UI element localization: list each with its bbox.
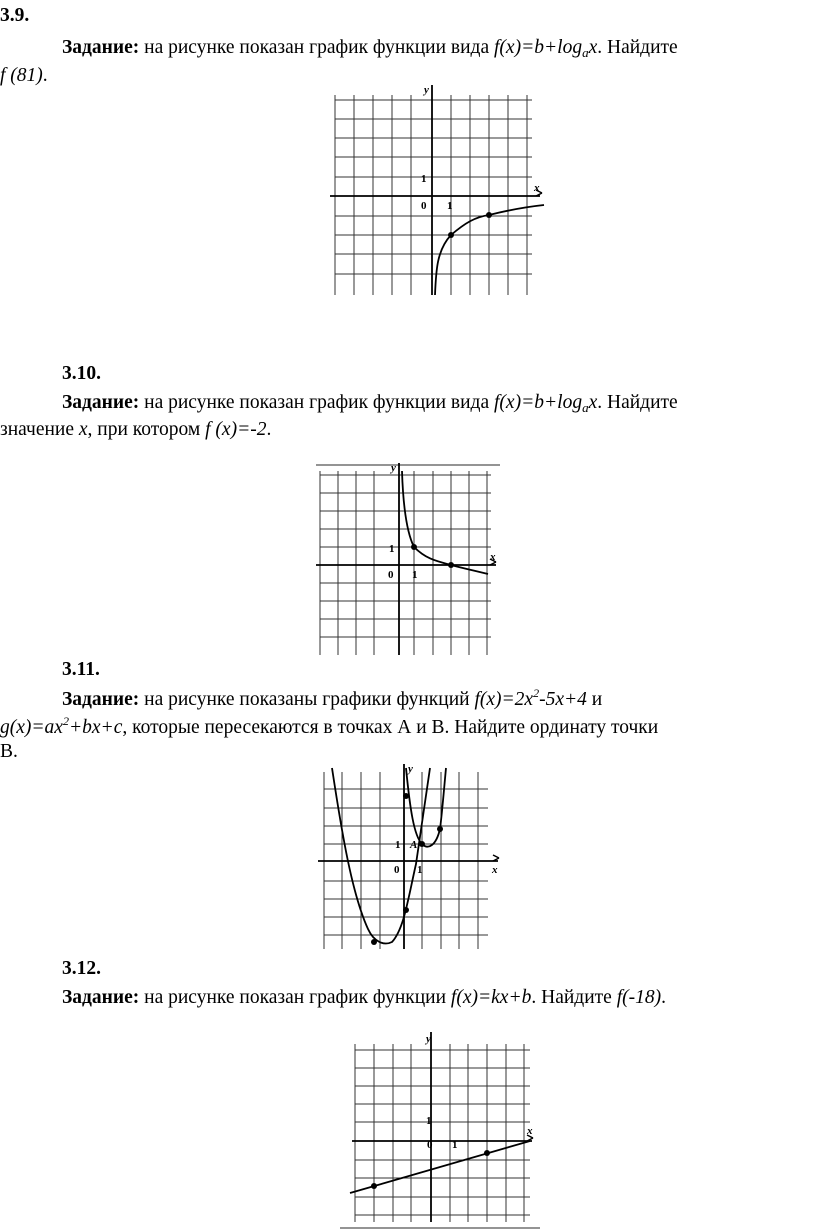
graph-point [448, 562, 454, 568]
formula-g: $g(x)=ax^2+bx+c$ [0, 714, 123, 738]
grid [335, 95, 532, 295]
graph-point [371, 939, 377, 945]
problem-number: 3.12. [62, 958, 101, 979]
one-x-label: 1 [412, 569, 418, 581]
one-y-label: 1 [395, 839, 401, 851]
one-x-label: 1 [452, 1139, 458, 1151]
one-y-label: 1 [389, 543, 395, 555]
origin-label: 0 [421, 200, 427, 212]
problem-number: 3.10. [62, 363, 101, 384]
task-label: Задание: [62, 37, 140, 58]
task-label: Задание: [62, 987, 140, 1008]
y-axis-label: y [391, 462, 396, 474]
parabola-f [406, 768, 446, 847]
y-axis-label: y [408, 763, 413, 775]
task-text: . Найдите [597, 37, 678, 58]
x-axis-label: x [534, 182, 540, 194]
task-line-1 [62, 36, 678, 60]
graph-point [419, 841, 425, 847]
graph-point [371, 1183, 377, 1189]
graph-point [448, 232, 454, 238]
task-line-2: $g(x)=ax^2+bx+c$, которые пересекаются в точках А и В. Найдите ординату точки [0, 714, 659, 738]
point-a-label: A [410, 839, 418, 851]
task-text: на рисунке показан график функции вида [139, 37, 495, 58]
one-y-label: 1 [421, 173, 427, 185]
graph-3-9 [325, 85, 550, 300]
task-label: Задание: [62, 689, 140, 710]
x-axis-label: x [492, 864, 498, 876]
problem-number: 3.9. [0, 5, 30, 26]
log-curve [402, 471, 488, 574]
y-axis-label: y [424, 84, 429, 96]
origin-label: 0 [394, 864, 400, 876]
target-value: f(-18) [616, 987, 662, 1008]
formula: $f(x)=b+\log_ax$ [494, 392, 598, 415]
x-axis-label: x [490, 551, 496, 563]
task-line-1: Задание: на рисунке показаны графики функций $f(x)=2x^2-5x+4$ и [62, 686, 603, 710]
graph-point [411, 544, 417, 550]
grid [355, 1044, 530, 1222]
x-arrow-icon [493, 855, 499, 861]
graph-point [484, 1150, 490, 1156]
graph-3-10 [316, 463, 501, 658]
target-value: f (x)=-2 [205, 419, 267, 440]
graph-point [486, 212, 492, 218]
task-line-1: Задание: на рисунке показан график функции вида $f(x)=b+\log_ax$. Найдите [62, 392, 678, 415]
target-value: f (81) [0, 65, 43, 86]
graph-point [403, 907, 409, 913]
task-line-1: Задание: на рисунке показан график функции f(x)=kx+b. Найдите f(-18). [62, 987, 666, 1008]
graph-point [403, 793, 409, 799]
origin-label: 0 [388, 569, 394, 581]
x-axis-label: x [527, 1125, 533, 1137]
origin-label: 0 [427, 1139, 433, 1151]
formula: $f(x)=b+\log_ax$ [494, 37, 598, 60]
task-line-2: значение x, при котором f (x)=-2. [0, 419, 272, 440]
task-line-2: f (81). [0, 65, 48, 86]
graph-3-12 [340, 1032, 540, 1230]
formula: f(x)=kx+b [450, 987, 532, 1008]
task-line-3: В. [0, 741, 18, 762]
problem-number: 3.11. [62, 659, 100, 680]
task-label: Задание: [62, 392, 140, 413]
linear-graph [350, 1141, 530, 1193]
one-y-label: 1 [426, 1115, 432, 1127]
grid [320, 471, 491, 655]
graph-point [437, 826, 443, 832]
y-axis-label: y [426, 1033, 431, 1045]
one-x-label: 1 [447, 200, 453, 212]
formula-f: $f(x)=2x^2-5x+4$ [474, 686, 587, 710]
one-x-label: 1 [417, 864, 423, 876]
graph-3-11 [318, 764, 508, 954]
